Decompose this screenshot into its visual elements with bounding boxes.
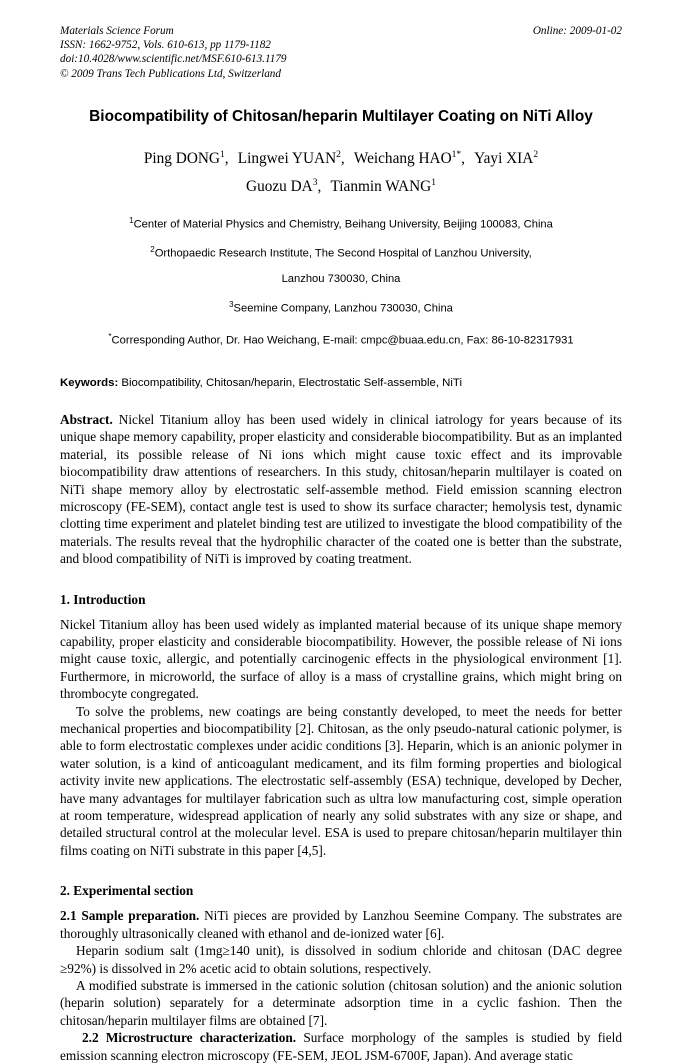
author-line-1 bbox=[60, 143, 622, 171]
online-date: Online: 2009-01-02 bbox=[532, 25, 622, 37]
subsection-heading: 2.1 Sample preparation. bbox=[60, 908, 200, 924]
author-separator: , bbox=[317, 178, 331, 195]
journal-info bbox=[60, 24, 287, 81]
author-affiliation-marker: 1 bbox=[431, 177, 436, 188]
corresponding-author bbox=[60, 329, 622, 349]
corresponding-text: Corresponding Author, Dr. Hao Weichang, E-mail: cmpc@buaa.edu.cn, Fax: 86-10-82317931 bbox=[111, 334, 574, 347]
affiliation bbox=[60, 242, 622, 262]
affiliation-list bbox=[60, 213, 622, 317]
section-paragraph bbox=[60, 703, 622, 860]
author-separator: , bbox=[224, 149, 238, 167]
author-affiliation-marker: 1* bbox=[451, 149, 462, 160]
author-affiliation-marker: 2 bbox=[533, 149, 539, 160]
author-name: Tianmin WANG bbox=[330, 178, 432, 195]
affiliation-text: Lanzhou 730030, China bbox=[281, 273, 401, 286]
affiliation-marker: 2 bbox=[150, 245, 155, 255]
copyright-line: © 2009 Trans Tech Publications Ltd, Switzerland bbox=[60, 67, 281, 80]
author-name: Yayi XIA bbox=[474, 149, 534, 167]
keywords-block bbox=[60, 375, 622, 391]
affiliation bbox=[60, 271, 622, 288]
affiliation-marker: 1 bbox=[129, 216, 134, 225]
doi-line: doi:10.4028/www.scientific.net/MSF.610-613.1179 bbox=[60, 53, 287, 66]
abstract-block bbox=[60, 411, 622, 568]
section-paragraph bbox=[60, 907, 622, 942]
abstract-text: Nickel Titanium alloy has been used widely in clinical iatrology for years because of its unique shape memory capability, proper elasticity and considerable biocompatibility. But as an implanted material, its possible release of Ni ions which might cause toxic effect and its improvable biocompatibility draw attentions of researchers. In this study, chitosan/heparin multilayer is coated on NiTi shape memory alloy by electrostatic self-assemble method. Field emission scanning electron microscopy (FE-SEM), contact angle test is used to show its surface character; hemolysis test, dynamic clotting time experiment and platelet binding test are utilized to investigate the blood compatibility of the materials. The results reveal that the hydrophilic character of the coated one is better than the substrate, and blood compatibility of NiTi is improved by coating treatment. bbox=[60, 411, 622, 567]
author-line-2 bbox=[60, 171, 622, 199]
page-header bbox=[60, 24, 622, 81]
author-name: Lingwei YUAN bbox=[237, 149, 337, 167]
issn-line: ISSN: 1662-9752, Vols. 610-613, pp 1179-1182 bbox=[60, 39, 271, 52]
section-paragraph bbox=[60, 942, 622, 977]
subsection-heading: 2.2 Microstructure characterization. bbox=[82, 1030, 297, 1046]
paragraph-text: NiTi pieces are provided by Lanzhou Seemine Company. The substrates are thoroughly ultrasonically cleaned with ethanol and de-ionized water [6]. bbox=[60, 908, 622, 941]
corresponding-marker: * bbox=[108, 332, 112, 342]
author-list bbox=[60, 143, 622, 199]
author-affiliation-marker: 1 bbox=[219, 149, 225, 160]
paragraph-text: Heparin sodium salt (1mg≥140 unit), is dissolved in sodium chloride and chitosan (DAC degree ≥92%) is dissolved in 2% acetic acid to obtain solutions, respectively. bbox=[60, 943, 622, 976]
author-separator: , bbox=[340, 149, 354, 167]
sections-container bbox=[60, 592, 622, 1064]
affiliation bbox=[60, 297, 622, 317]
paragraph-text: To solve the problems, new coatings are being constantly developed, to meet the needs for better mechanical properties and biocompatibility [2]. Chitosan, as the only pseudo-natural cationic polymer, is able to form electrostatic complexes under acidic conditions [3]. Heparin, which is an anionic polymer in water solution, is a kind of anticoagulant medicament, and its film forming properties and biological activity invite new applications. The electrostatic self-assembly (ESA) technique, developed by Decher, have many advantages for multilayer fabrication such as ultra low manufacturing cost, simple operation at room temperature, widespread application of nearly any solid substrates with any size or shape, and detailed structural control at the molecular level. ESA is used to prepare chitosan/heparin multilayer thin films coating on NiTi substrate in this paper [4,5]. bbox=[60, 703, 622, 858]
journal-name: Materials Science Forum bbox=[60, 25, 174, 37]
keywords-label: Keywords: bbox=[60, 376, 119, 389]
author-name: Weichang HAO bbox=[353, 149, 452, 167]
paper-title: Biocompatibility of Chitosan/heparin Multilayer Coating on NiTi Alloy bbox=[89, 107, 593, 125]
affiliation bbox=[60, 213, 622, 233]
keywords-text: Biocompatibility, Chitosan/heparin, Electrostatic Self-assemble, NiTi bbox=[118, 376, 462, 389]
affiliation-text: Center of Material Physics and Chemistry, Beihang University, Beijing 100083, China bbox=[133, 218, 553, 231]
section-paragraph bbox=[60, 977, 622, 1029]
paragraph-text: Surface morphology of the samples is studied by field emission scanning electron microscopy (FE-SEM, JEOL JSM-6700F, Japan). And average static bbox=[60, 1030, 622, 1063]
author-name: Guozu DA bbox=[246, 178, 313, 195]
abstract-label: Abstract. bbox=[60, 411, 113, 427]
author-affiliation-marker: 3 bbox=[312, 177, 318, 188]
affiliation-marker: 3 bbox=[229, 299, 234, 309]
section-heading: 2. Experimental section bbox=[60, 883, 194, 899]
author-affiliation-marker: 2 bbox=[336, 149, 341, 160]
section-paragraph bbox=[60, 616, 622, 703]
affiliation-text: Seemine Company, Lanzhou 730030, China bbox=[233, 302, 453, 315]
author-name: Ping DONG bbox=[143, 149, 220, 167]
author-separator: , bbox=[461, 149, 475, 167]
affiliation-text: Orthopaedic Research Institute, The Second Hospital of Lanzhou University, bbox=[154, 247, 532, 260]
section-paragraph bbox=[60, 1029, 622, 1064]
paragraph-text: A modified substrate is immersed in the cationic solution (chitosan solution) and the anionic solution (heparin solution) separately for a determinate adsorption time in a cyclic fashion. Then the chitosan/heparin multilayer films are obtained [7]. bbox=[60, 977, 622, 1028]
paragraph-text: Nickel Titanium alloy has been used widely as implanted material because of its unique shape memory capability, proper elasticity and considerable biocompatibility. However, the possible release of Ni ions might cause toxic, allergic, and potentially carcinogenic effects in the physiological environment [1]. Furthermore, in microworld, the surface of alloy is a mass of crystalline grains, which might bring on thrombocyte congregated. bbox=[60, 616, 622, 702]
section-heading: 1. Introduction bbox=[60, 591, 146, 607]
